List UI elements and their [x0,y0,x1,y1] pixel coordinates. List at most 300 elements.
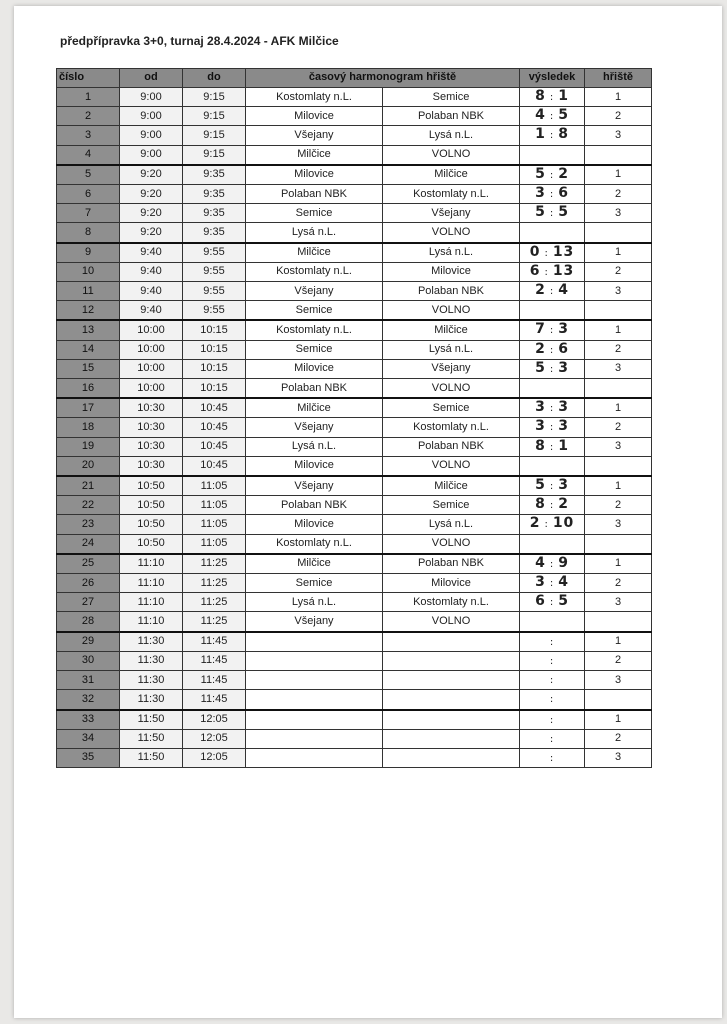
pitch-number: 1 [585,554,652,574]
score-away: 5 [558,593,569,610]
match-result [520,379,585,399]
start-time: 11:10 [120,554,183,574]
match-number: 32 [57,690,120,710]
pitch-number [585,612,652,632]
score-separator [548,383,556,394]
match-result [520,554,585,574]
match-result [520,534,585,554]
match-number: 23 [57,515,120,534]
away-team: Lysá n.L. [383,340,520,359]
start-time: 9:40 [120,243,183,263]
home-team [246,710,383,730]
home-team: Kostomlaty n.L. [246,88,383,107]
home-team: Milovice [246,165,383,185]
header-schedule: časový harmonogram hřiště [246,69,520,88]
pitch-number: 2 [585,651,652,670]
score-home: 5 [535,204,546,221]
end-time: 11:45 [183,632,246,652]
pitch-number: 3 [585,282,652,301]
score-home: 5 [535,165,546,182]
home-team [246,632,383,652]
score-home: 2 [529,515,541,532]
score-away: 1 [558,88,569,104]
table-row [57,204,652,223]
pitch-number: 3 [585,515,652,534]
score-separator: : [549,403,555,415]
start-time: 10:00 [120,340,183,359]
header-num: číslo [57,69,120,88]
end-time: 11:25 [183,593,246,612]
match-number: 8 [57,223,120,243]
score-away: 5 [558,204,569,221]
score-separator [548,305,556,316]
match-number: 10 [57,262,120,281]
end-time: 11:25 [183,554,246,574]
score-separator: : [549,636,555,648]
match-result [520,456,585,476]
home-team: Všejany [246,476,383,496]
match-result [520,88,585,107]
match-result [520,612,585,632]
table-row [57,574,652,593]
match-number: 4 [57,145,120,165]
pitch-number: 1 [585,243,652,263]
table-row [57,729,652,748]
end-time: 11:05 [183,534,246,554]
pitch-number: 2 [585,729,652,748]
end-time: 10:45 [183,456,246,476]
end-time: 9:55 [183,243,246,263]
pitch-number [585,223,652,243]
start-time: 9:20 [120,185,183,204]
end-time: 11:45 [183,690,246,710]
end-time: 12:05 [183,729,246,748]
away-team: Polaban NBK [383,554,520,574]
away-team: VOLNO [383,145,520,165]
document-title: předpřípravka 3+0, turnaj 28.4.2024 - AFK Milčice [60,34,339,48]
score-separator: : [549,714,555,726]
match-number: 25 [57,554,120,574]
table-row [57,612,652,632]
pitch-number: 2 [585,418,652,437]
match-result [520,243,585,263]
score-home: 8 [535,88,546,104]
score-separator: : [549,286,555,298]
away-team: Milčice [383,320,520,340]
match-number: 34 [57,729,120,748]
match-number: 18 [57,418,120,437]
end-time: 10:15 [183,340,246,359]
table-row [57,243,652,263]
start-time: 11:10 [120,593,183,612]
start-time: 9:40 [120,262,183,281]
end-time: 10:15 [183,379,246,399]
home-team: Milovice [246,515,383,534]
table-row [57,554,652,574]
pitch-number: 3 [585,359,652,378]
home-team: Semice [246,574,383,593]
score-separator: : [549,558,555,570]
table-row [57,379,652,399]
table-row [57,126,652,145]
match-result [520,710,585,730]
home-team: Semice [246,301,383,321]
away-team [383,651,520,670]
start-time: 10:30 [120,398,183,418]
pitch-number: 2 [585,107,652,126]
score-separator [548,539,556,550]
away-team [383,748,520,767]
match-result [520,262,585,281]
pitch-number: 3 [585,437,652,456]
pitch-number: 1 [585,88,652,107]
pitch-number: 3 [585,126,652,145]
home-team: Lysá n.L. [246,593,383,612]
home-team: Všejany [246,126,383,145]
match-result [520,340,585,359]
pitch-number: 1 [585,320,652,340]
score-away: 3 [558,359,569,376]
home-team: Milovice [246,359,383,378]
table-row [57,282,652,301]
score-home: 4 [535,554,546,571]
score-away: 6 [558,185,569,202]
score-away: 2 [558,165,569,182]
home-team [246,748,383,767]
score-separator: : [544,247,549,259]
start-time: 10:50 [120,515,183,534]
away-team: Semice [383,88,520,107]
match-number: 14 [57,340,120,359]
header-pitch: hřiště [585,69,652,88]
score-away: 13 [552,243,575,260]
score-separator: : [549,344,555,356]
start-time: 9:00 [120,126,183,145]
start-time: 11:50 [120,748,183,767]
match-number: 27 [57,593,120,612]
match-number: 1 [57,88,120,107]
pitch-number: 1 [585,165,652,185]
header-to: do [183,69,246,88]
match-number: 31 [57,671,120,690]
end-time: 10:15 [183,320,246,340]
away-team [383,671,520,690]
header-from: od [120,69,183,88]
table-row [57,398,652,418]
away-team: Lysá n.L. [383,515,520,534]
home-team: Všejany [246,612,383,632]
match-result [520,418,585,437]
match-result [520,165,585,185]
pitch-number: 2 [585,262,652,281]
start-time: 10:00 [120,359,183,378]
pitch-number: 1 [585,398,652,418]
match-number: 11 [57,282,120,301]
score-away: 2 [558,496,569,513]
match-number: 9 [57,243,120,263]
score-separator: : [549,500,555,512]
table-row [57,496,652,515]
home-team [246,729,383,748]
end-time: 10:45 [183,437,246,456]
end-time: 9:15 [183,88,246,107]
start-time: 9:20 [120,223,183,243]
match-number: 21 [57,476,120,496]
away-team: Polaban NBK [383,107,520,126]
match-result [520,729,585,748]
table-row [57,690,652,710]
start-time: 10:50 [120,534,183,554]
score-separator: : [544,519,549,531]
match-number: 20 [57,456,120,476]
end-time: 11:05 [183,476,246,496]
pitch-number: 1 [585,710,652,730]
end-time: 9:15 [183,107,246,126]
match-number: 3 [57,126,120,145]
end-time: 9:55 [183,301,246,321]
match-number: 2 [57,107,120,126]
start-time: 11:30 [120,671,183,690]
match-result [520,223,585,243]
away-team: VOLNO [383,456,520,476]
match-number: 5 [57,165,120,185]
header-result: výsledek [520,69,585,88]
away-team [383,729,520,748]
home-team: Milčice [246,398,383,418]
end-time: 9:35 [183,185,246,204]
start-time: 9:00 [120,145,183,165]
table-row [57,534,652,554]
match-result [520,204,585,223]
away-team: VOLNO [383,379,520,399]
match-result [520,282,585,301]
start-time: 9:40 [120,282,183,301]
start-time: 10:00 [120,379,183,399]
away-team: Polaban NBK [383,437,520,456]
start-time: 9:20 [120,204,183,223]
score-away: 1 [558,437,569,454]
home-team [246,690,383,710]
score-separator [548,150,556,161]
match-result [520,107,585,126]
end-time: 12:05 [183,748,246,767]
match-result [520,145,585,165]
home-team: Kostomlaty n.L. [246,262,383,281]
home-team: Všejany [246,282,383,301]
start-time: 10:30 [120,456,183,476]
table-row [57,651,652,670]
home-team: Polaban NBK [246,185,383,204]
end-time: 9:55 [183,262,246,281]
start-time: 11:30 [120,632,183,652]
match-number: 29 [57,632,120,652]
pitch-number: 3 [585,748,652,767]
home-team: Milčice [246,554,383,574]
score-away: 5 [558,107,569,124]
start-time: 9:00 [120,107,183,126]
away-team: Lysá n.L. [383,243,520,263]
home-team: Lysá n.L. [246,223,383,243]
score-away: 3 [558,321,569,338]
home-team: Polaban NBK [246,496,383,515]
start-time: 10:30 [120,437,183,456]
home-team: Semice [246,204,383,223]
away-team: VOLNO [383,223,520,243]
home-team: Lysá n.L. [246,437,383,456]
score-home: 1 [535,126,546,143]
start-time: 9:00 [120,88,183,107]
away-team: VOLNO [383,534,520,554]
match-number: 6 [57,185,120,204]
score-separator [548,616,556,627]
table-row [57,223,652,243]
score-separator: : [549,752,555,764]
score-home: 8 [535,437,546,454]
match-result [520,126,585,145]
end-time: 11:05 [183,515,246,534]
table-row [57,185,652,204]
away-team: Milovice [383,574,520,593]
match-result [520,690,585,710]
pitch-number: 3 [585,593,652,612]
match-result [520,437,585,456]
table-row [57,632,652,652]
score-separator: : [549,208,555,220]
match-result [520,398,585,418]
score-separator: : [549,92,555,103]
table-row [57,748,652,767]
score-away: 9 [558,554,569,571]
score-separator: : [549,578,555,590]
match-number: 13 [57,320,120,340]
score-home: 8 [535,496,546,513]
end-time: 10:45 [183,398,246,418]
table-row [57,671,652,690]
pitch-number [585,690,652,710]
table-row [57,145,652,165]
start-time: 10:00 [120,320,183,340]
match-result [520,632,585,652]
start-time: 10:30 [120,418,183,437]
score-separator: : [549,694,555,706]
home-team [246,651,383,670]
score-away: 3 [558,399,569,416]
away-team [383,632,520,652]
score-home: 4 [535,107,546,124]
score-separator [548,461,556,472]
table-row [57,359,652,378]
score-separator: : [549,481,555,493]
match-result [520,320,585,340]
table-row [57,301,652,321]
home-team: Kostomlaty n.L. [246,534,383,554]
start-time: 11:50 [120,710,183,730]
table-row [57,593,652,612]
match-result [520,671,585,690]
score-separator: : [549,189,555,201]
away-team: Semice [383,496,520,515]
match-result [520,593,585,612]
away-team: Všejany [383,204,520,223]
pitch-number [585,145,652,165]
paper-sheet [14,6,722,1018]
end-time: 11:45 [183,651,246,670]
away-team: Kostomlaty n.L. [383,593,520,612]
score-separator: : [549,733,555,745]
table-row [57,88,652,107]
table-row [57,515,652,534]
start-time: 11:50 [120,729,183,748]
start-time: 11:30 [120,651,183,670]
pitch-number: 2 [585,574,652,593]
table-row [57,262,652,281]
table-row [57,107,652,126]
match-number: 35 [57,748,120,767]
score-separator: : [549,441,555,453]
end-time: 12:05 [183,710,246,730]
score-home: 7 [535,321,546,338]
schedule-table [56,68,652,768]
match-number: 16 [57,379,120,399]
home-team: Milčice [246,243,383,263]
start-time: 10:50 [120,476,183,496]
score-away: 4 [558,574,569,591]
score-home: 3 [535,399,546,416]
match-number: 24 [57,534,120,554]
start-time: 10:50 [120,496,183,515]
start-time: 11:10 [120,612,183,632]
score-separator: : [549,111,555,123]
match-result [520,515,585,534]
away-team: VOLNO [383,301,520,321]
score-away: 4 [558,282,569,299]
table-row [57,456,652,476]
home-team: Kostomlaty n.L. [246,320,383,340]
start-time: 9:20 [120,165,183,185]
score-home: 3 [535,185,546,202]
pitch-number: 2 [585,185,652,204]
away-team: Polaban NBK [383,282,520,301]
match-number: 26 [57,574,120,593]
away-team: Lysá n.L. [383,126,520,145]
end-time: 9:55 [183,282,246,301]
home-team: Milovice [246,107,383,126]
away-team: Milčice [383,165,520,185]
match-number: 30 [57,651,120,670]
end-time: 9:35 [183,165,246,185]
score-away: 13 [552,262,575,279]
end-time: 11:05 [183,496,246,515]
score-separator: : [544,266,549,278]
score-home: 5 [535,477,546,494]
table-row [57,165,652,185]
score-separator: : [549,655,555,667]
match-number: 28 [57,612,120,632]
score-home: 0 [529,243,541,260]
schedule-rows [57,88,652,768]
home-team: Semice [246,340,383,359]
match-result [520,748,585,767]
match-number: 22 [57,496,120,515]
score-home: 3 [535,574,546,591]
away-team: Milčice [383,476,520,496]
pitch-number [585,534,652,554]
end-time: 11:25 [183,612,246,632]
table-row [57,437,652,456]
pitch-number: 1 [585,476,652,496]
pitch-number: 3 [585,204,652,223]
start-time: 9:40 [120,301,183,321]
